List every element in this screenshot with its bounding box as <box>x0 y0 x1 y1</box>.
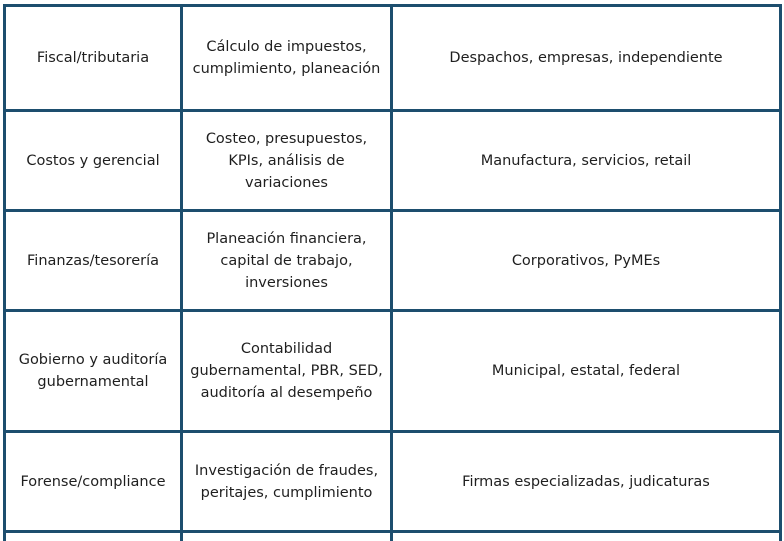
sectors-cell: Manufactura, servicios, retail <box>392 111 781 211</box>
area-cell: Finanzas/tesorería <box>5 211 182 311</box>
tasks-cell: Investigación de fraudes, peritajes, cumplimiento <box>182 432 392 532</box>
tasks-cell <box>182 532 392 541</box>
sectors-cell: Municipal, estatal, federal <box>392 311 781 432</box>
area-cell: Forense/compliance <box>5 432 182 532</box>
sectors-cell <box>392 532 781 541</box>
sectors-cell: Corporativos, PyMEs <box>392 211 781 311</box>
area-cell <box>5 532 182 541</box>
table-row <box>5 432 781 532</box>
table-row <box>5 111 781 211</box>
table-row <box>5 6 781 111</box>
area-cell: Costos y gerencial <box>5 111 182 211</box>
tasks-cell: Cálculo de impuestos, cumplimiento, planeación <box>182 6 392 111</box>
tasks-cell: Planeación financiera, capital de trabajo, inversiones <box>182 211 392 311</box>
sectors-cell: Despachos, empresas, independiente <box>392 6 781 111</box>
area-cell: Fiscal/tributaria <box>5 6 182 111</box>
tasks-cell: Contabilidad gubernamental, PBR, SED, auditoría al desempeño <box>182 311 392 432</box>
tasks-cell: Costeo, presupuestos, KPIs, análisis de variaciones <box>182 111 392 211</box>
table-row <box>5 532 781 541</box>
sectors-cell: Firmas especializadas, judicaturas <box>392 432 781 532</box>
specialties-table <box>3 4 782 541</box>
table-row <box>5 311 781 432</box>
area-cell: Gobierno y auditoría gubernamental <box>5 311 182 432</box>
table-row <box>5 211 781 311</box>
